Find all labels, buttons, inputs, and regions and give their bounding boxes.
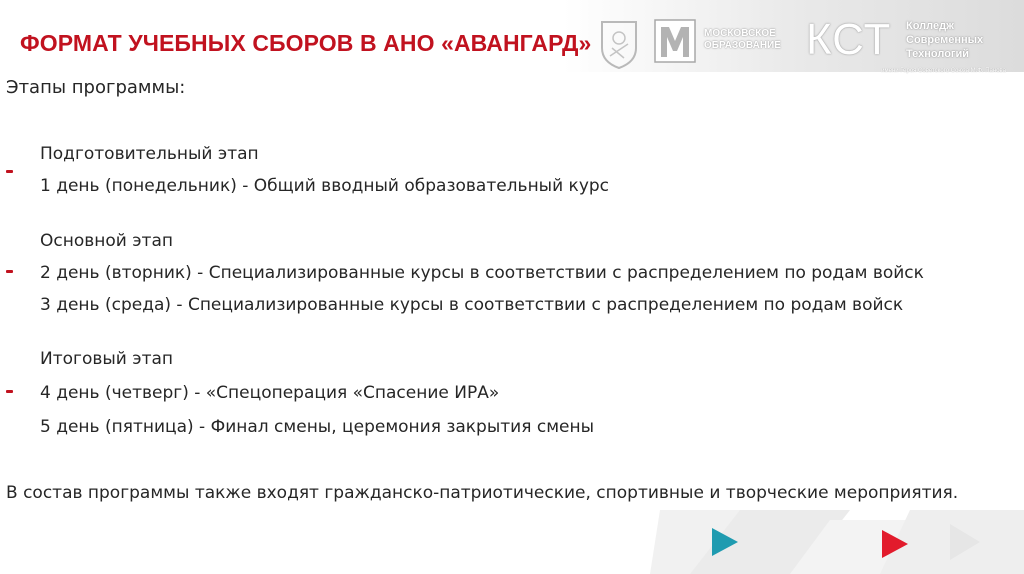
stage-2-title: Основной этап [40, 231, 173, 251]
moscow-education-line-1: МОСКОВСКОЕ [704, 28, 776, 39]
footer-note: В состав программы также входят гражданско-патриотические, спортивные и творческие мероприятия. [6, 483, 959, 503]
stage-2-line-1: 2 день (вторник) - Специализированные курсы в соответствии с распределением по родам войск [40, 263, 924, 283]
kst-letters: КСТ [806, 15, 892, 64]
stage-1-bullet [6, 170, 13, 173]
moscow-education-mark-icon [654, 19, 696, 63]
stage-2-bullet [6, 270, 13, 273]
stage-3-bullet [6, 390, 13, 393]
stages-heading: Этапы программы: [6, 77, 186, 98]
moscow-education-line-2: ОБРАЗОВАНИЕ [704, 40, 781, 51]
kst-name-line-2: Современных [906, 34, 984, 46]
stage-3-line-1: 4 день (четверг) - «Спецоперация «Спасение ИРА» [40, 383, 500, 403]
moscow-crest-icon [598, 18, 640, 70]
kst-subtitle: имени Героя Советского Союза М.Ф. Панова [881, 68, 1006, 74]
stage-3-title: Итоговый этап [40, 349, 174, 369]
stage-3-line-2: 5 день (пятница) - Финал смены, церемония закрытия смены [40, 417, 595, 437]
kst-college-logo [806, 16, 1006, 74]
moscow-education-text [704, 28, 794, 52]
stage-1-line-1: 1 день (понедельник) - Общий вводный образовательный курс [40, 176, 610, 196]
moscow-education-logo [654, 19, 794, 63]
stage-1-title: Подготовительный этап [40, 144, 259, 164]
kst-name-line-3: Технологий [906, 48, 970, 60]
slide-title: ФОРМАТ УЧЕБНЫХ СБОРОВ В АНО «АВАНГАРД» [20, 30, 592, 56]
stage-2-line-2: 3 день (среда) - Специализированные курсы в соответствии с распределением по родам войск [40, 295, 904, 315]
decorative-corner-graphic [650, 510, 1024, 574]
kst-name-line-1: Колледж [906, 20, 954, 32]
